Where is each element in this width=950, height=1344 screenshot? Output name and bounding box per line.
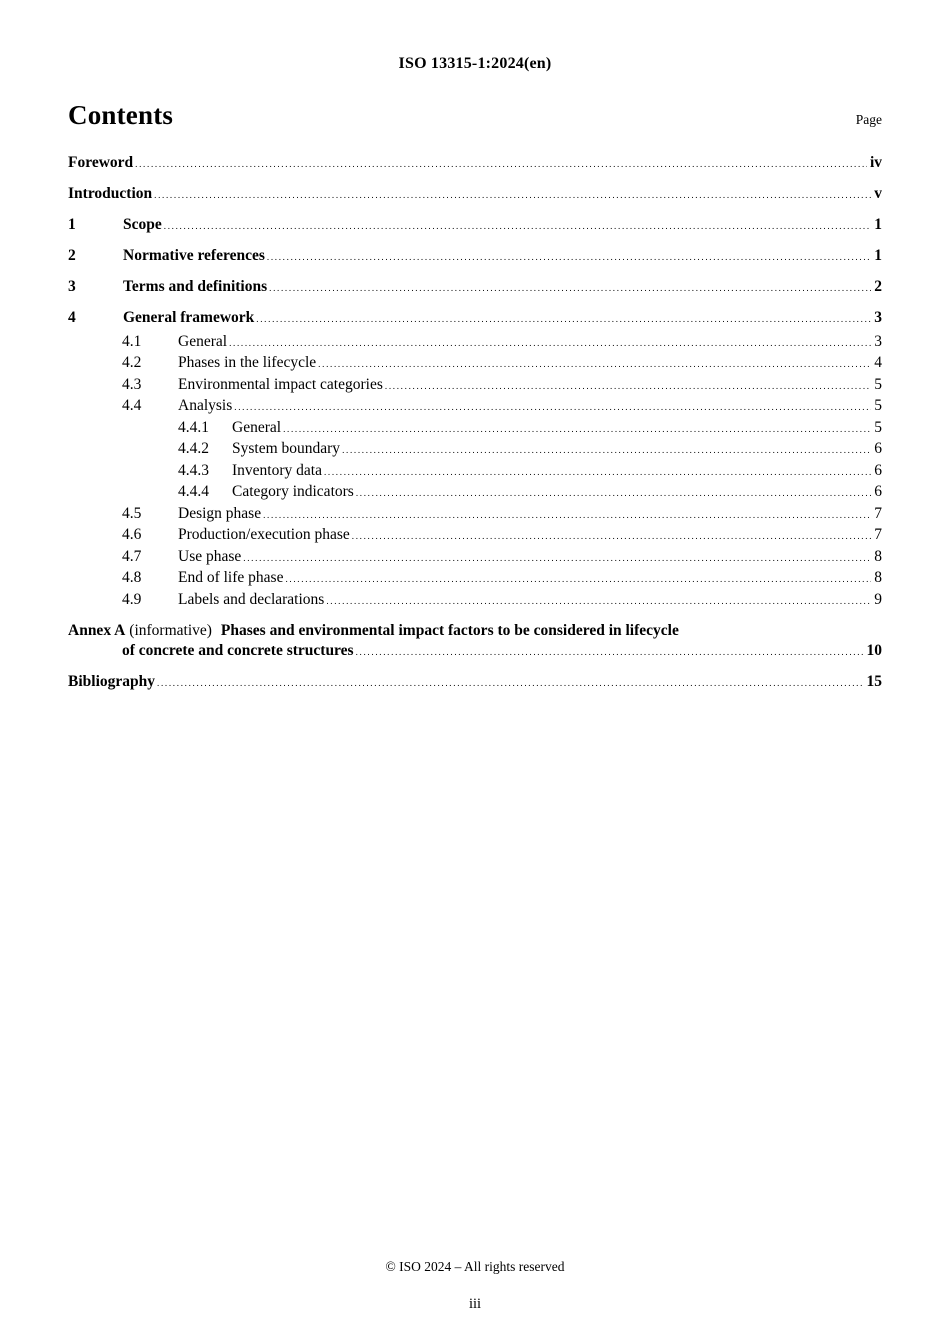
annex-label: Annex A [68, 622, 126, 639]
toc-entry-title: Introduction [68, 185, 153, 202]
toc-entry-number: 4.3 [122, 375, 142, 393]
toc-entry-4-2-phases-in-the-lifecycle[interactable] [68, 353, 882, 375]
toc-entry-title: General [178, 332, 228, 350]
dot-leader [263, 504, 871, 526]
toc-entry-number: 4.4.3 [178, 461, 209, 479]
page-column-label: Page [855, 112, 882, 127]
toc-entry-page: 1 [874, 247, 882, 264]
toc-entry-title: Use phase [178, 547, 242, 565]
toc-entry-4-4-3-inventory-data[interactable] [68, 461, 882, 483]
toc-entry-4-4-2-system-boundary[interactable] [68, 439, 882, 461]
toc-entry-4-5-design-phase[interactable] [68, 504, 882, 526]
toc-entry-4-7-use-phase[interactable] [68, 547, 882, 569]
toc-entry-number: 4.1 [122, 332, 142, 350]
toc-entry-page: 8 [874, 569, 882, 586]
dot-leader [285, 568, 871, 590]
dot-leader [154, 184, 871, 206]
toc-entry-title: System boundary [232, 440, 341, 457]
toc-entry-page: 5 [874, 375, 882, 393]
toc-entry-4-1-general[interactable] [68, 332, 882, 354]
page-number: iii [468, 1296, 482, 1312]
toc-entry-page: 5 [874, 397, 882, 414]
toc-entry-number: 1 [68, 216, 76, 233]
toc-entry-title: Phases and environmental impact factors to be considered in lifecycle [220, 622, 679, 639]
dot-leader [234, 396, 871, 418]
toc-entry-page: 6 [874, 461, 882, 479]
toc-entry-title: Analysis [178, 397, 233, 414]
toc-entry-4-4-1-general[interactable] [68, 418, 882, 440]
toc-entry-4-general-framework[interactable] [68, 308, 882, 330]
toc-entry-title: Scope [123, 216, 162, 233]
toc-entry-number: 4.5 [122, 504, 142, 522]
dot-leader [385, 375, 871, 397]
dot-leader [356, 482, 871, 504]
toc-entry-page: 15 [866, 672, 882, 690]
toc-entry-page: 2 [874, 278, 882, 295]
dot-leader [356, 641, 864, 663]
dot-leader [157, 672, 864, 694]
dot-leader [135, 153, 867, 175]
toc-entry-page: 4 [874, 354, 882, 371]
toc-entry-page: 9 [874, 590, 882, 608]
toc-entry-1-scope[interactable] [68, 215, 882, 237]
toc-entry-page: 7 [874, 504, 882, 522]
annex-title-line-2 [68, 641, 882, 663]
toc-entry-title: Design phase [178, 504, 262, 522]
content-area [0, 100, 950, 693]
toc-entry-number: 4.8 [122, 569, 142, 586]
toc-entry-4-8-end-of-life-phase[interactable] [68, 568, 882, 590]
toc-entry-title: Category indicators [232, 483, 354, 500]
toc-entry-page: iv [869, 154, 882, 171]
document-id-header: ISO 13315-1:2024(en) [398, 55, 552, 72]
toc-entry-title: of concrete and concrete structures [122, 641, 354, 659]
dot-leader [283, 418, 871, 440]
toc-entry-title: Environmental impact categories [178, 375, 383, 393]
table-of-contents [68, 153, 882, 693]
annex-title-line-1 [68, 621, 882, 641]
toc-entry-2-normative-references[interactable] [68, 246, 882, 268]
toc-entry-number: 4.4.4 [178, 483, 209, 500]
toc-entry-page: 6 [874, 440, 882, 457]
toc-entry-title: Terms and definitions [123, 278, 268, 295]
toc-entry-title: Foreword [68, 154, 134, 171]
dot-leader [269, 277, 871, 299]
toc-entry-annex-a[interactable] [68, 621, 882, 662]
dot-leader [352, 525, 872, 547]
toc-entry-4-4-analysis[interactable] [68, 396, 882, 418]
toc-entry-page: 6 [874, 483, 882, 500]
annex-informative-tag: (informative) [129, 622, 212, 639]
toc-entry-number: 4.4.2 [178, 440, 209, 457]
toc-entry-number: 4 [68, 309, 76, 326]
toc-entry-number: 3 [68, 278, 76, 295]
toc-entry-number: 4.6 [122, 526, 142, 543]
dot-leader [229, 332, 871, 354]
dot-leader [256, 308, 871, 330]
contents-header-bar [68, 100, 882, 131]
toc-entry-bibliography[interactable] [68, 672, 882, 694]
toc-entry-number: 4.2 [122, 354, 142, 371]
toc-entry-page: 10 [866, 641, 882, 659]
toc-entry-number: 4.7 [122, 547, 142, 565]
contents-title: Contents [68, 100, 174, 130]
copyright-notice: © ISO 2024 – All rights reserved [385, 1259, 565, 1274]
toc-entry-introduction[interactable] [68, 184, 882, 206]
toc-entry-title: Production/execution phase [178, 526, 350, 543]
toc-entry-page: 3 [874, 332, 882, 350]
toc-entry-page: 1 [874, 216, 882, 233]
toc-entry-number: 4.4.1 [178, 418, 209, 436]
toc-entry-number: 4.9 [122, 590, 142, 608]
toc-entry-4-9-labels-and-declarations[interactable] [68, 590, 882, 612]
toc-entry-4-4-4-category-indicators[interactable] [68, 482, 882, 504]
toc-entry-3-terms-and-definitions[interactable] [68, 277, 882, 299]
dot-leader [267, 246, 871, 268]
toc-entry-title: General framework [123, 309, 255, 326]
toc-entry-page: v [874, 185, 882, 202]
toc-entry-number: 4.4 [122, 397, 142, 414]
toc-entry-title: Inventory data [232, 461, 322, 479]
dot-leader [342, 439, 871, 461]
toc-entry-title: Bibliography [68, 672, 155, 690]
toc-entry-page: 5 [874, 418, 882, 436]
toc-entry-page: 7 [874, 526, 882, 543]
toc-entry-title: Normative references [123, 247, 265, 264]
toc-entry-title: Phases in the lifecycle [178, 354, 317, 371]
toc-entry-4-3-environmental-impact-categories[interactable] [68, 375, 882, 397]
dot-leader [164, 215, 872, 237]
toc-entry-foreword[interactable] [68, 153, 882, 175]
toc-entry-title: End of life phase [178, 569, 284, 586]
toc-entry-title: General [232, 418, 282, 436]
toc-entry-title: Labels and declarations [178, 590, 325, 608]
dot-leader [326, 590, 871, 612]
dot-leader [324, 461, 871, 483]
dot-leader [318, 353, 871, 375]
dot-leader [243, 547, 871, 569]
toc-entry-page: 8 [874, 547, 882, 565]
toc-entry-4-6-production-execution-phase[interactable] [68, 525, 882, 547]
toc-entry-page: 3 [874, 309, 882, 326]
toc-entry-number: 2 [68, 247, 76, 264]
